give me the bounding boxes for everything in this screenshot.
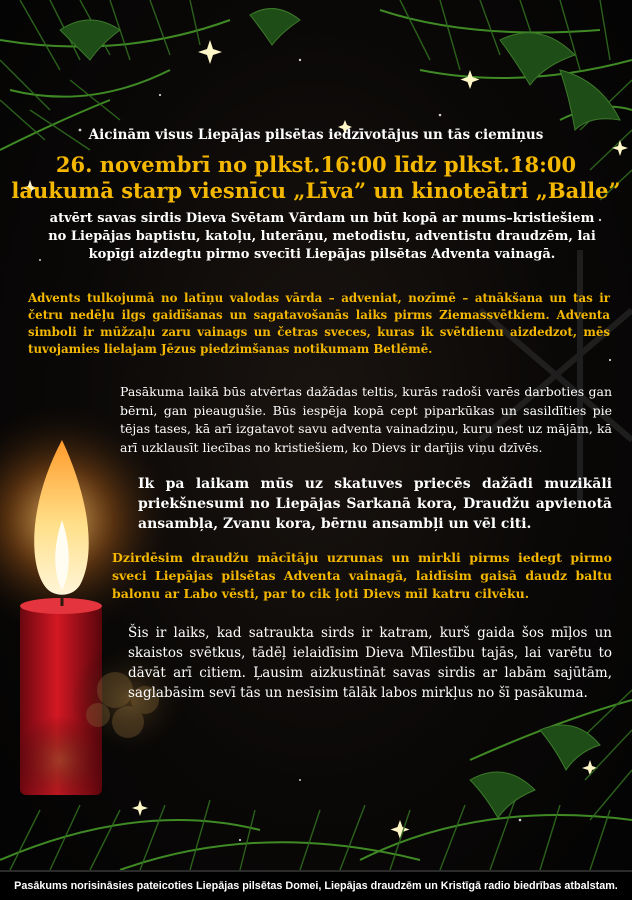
headline-date: 26. novembrī no plkst.16:00 līdz plkst.18:00	[55, 152, 577, 177]
sponsor-text: Pasākums norisināsies pateicoties Liepājas pilsētas Domei, Liepājas draudzēm un Kristīgā radio biedrības atbalstam.	[14, 880, 618, 892]
sponsor-footer	[0, 870, 632, 900]
paragraph-open-hearts: atvērt savas sirdis Dieva Svētam Vārdam un būt kopā ar mums–kristiešiem no Liepājas baptistu, katoļu, luterāņu, metodistu, adventistu draudzēm, lai kopīgi aizdegtu pirmo svecīti Liepājas pilsētas Adventa vainagā.	[48, 211, 596, 262]
paragraph-music: Ik pa laikam mūs uz skatuves priecēs dažādi muzikāli priekšnesumi no Liepājas Sarkanā kora, Draudžu apvienotā ansambļa, Zvanu kora, bērnu ansambļi un vēl citi.	[138, 476, 612, 532]
paragraph-closing: Šis ir laiks, kad satraukta sirds ir katram, kurš gaida šos mīļos un skaistos svētkus, tādēļ ielaidīsim Dieva Mīlestību tajās, lai varētu to dāvāt arī citiem. Ļausim aizkustināt savas sirdis ar labām sajūtām, saglabāsim sevī tās un nesīsim tālāk labos mirkļus no šī pasākuma.	[128, 625, 612, 701]
headline-place: laukumā starp viesnīcu „Līva” un kinoteātri „Balle”	[11, 178, 621, 203]
invitation-line: Aicinām visus Liepājas pilsētas iedzīvotājus un tās ciemiņus	[88, 127, 544, 143]
paragraph-event-activities: Pasākuma laikā būs atvērtas dažādas teltis, kurās radoši varēs darboties gan bērni, gan pieaugušie. Būs iespēja kopā cept piparkūkas un sasildīties pie tējas tases, kā arī izgatavot savu adventa vainadziņu, kuru nest uz mājām, kā arī uzklausīt liecības no kristiešiem, ko Dievs ir darījis viņu dzīvēs.	[120, 384, 612, 455]
holly-leaf-icon	[60, 9, 620, 130]
paragraph-advent-meaning: Advents tulkojumā no latīņu valodas vārda – adveniat, nozīmē – atnākšana un tas ir četru nedēļu ilgs gaidīšanas un sagatavošanās laiks pirms Ziemassvētkiem. Adventa simboli ir mūžzaļu zaru vainags un četras sveces, kuras ik svētdienu aizdedzot, mēs tuvojamies lielajam Jēzus piedzimšanas notikumam Betlēmē.	[28, 291, 610, 356]
snowflake-icon	[480, 250, 632, 500]
paragraph-pastors-balloons: Dzirdēsim draudžu mācītāju uzrunas un mirkli pirms iedegt pirmo sveci Liepājas pilsētas Adventa vainagā, laidīsim gaisā daudz baltu balonu ar Labo vēsti, par to cik ļoti Dievs mīl katru cilvēku.	[112, 550, 612, 601]
